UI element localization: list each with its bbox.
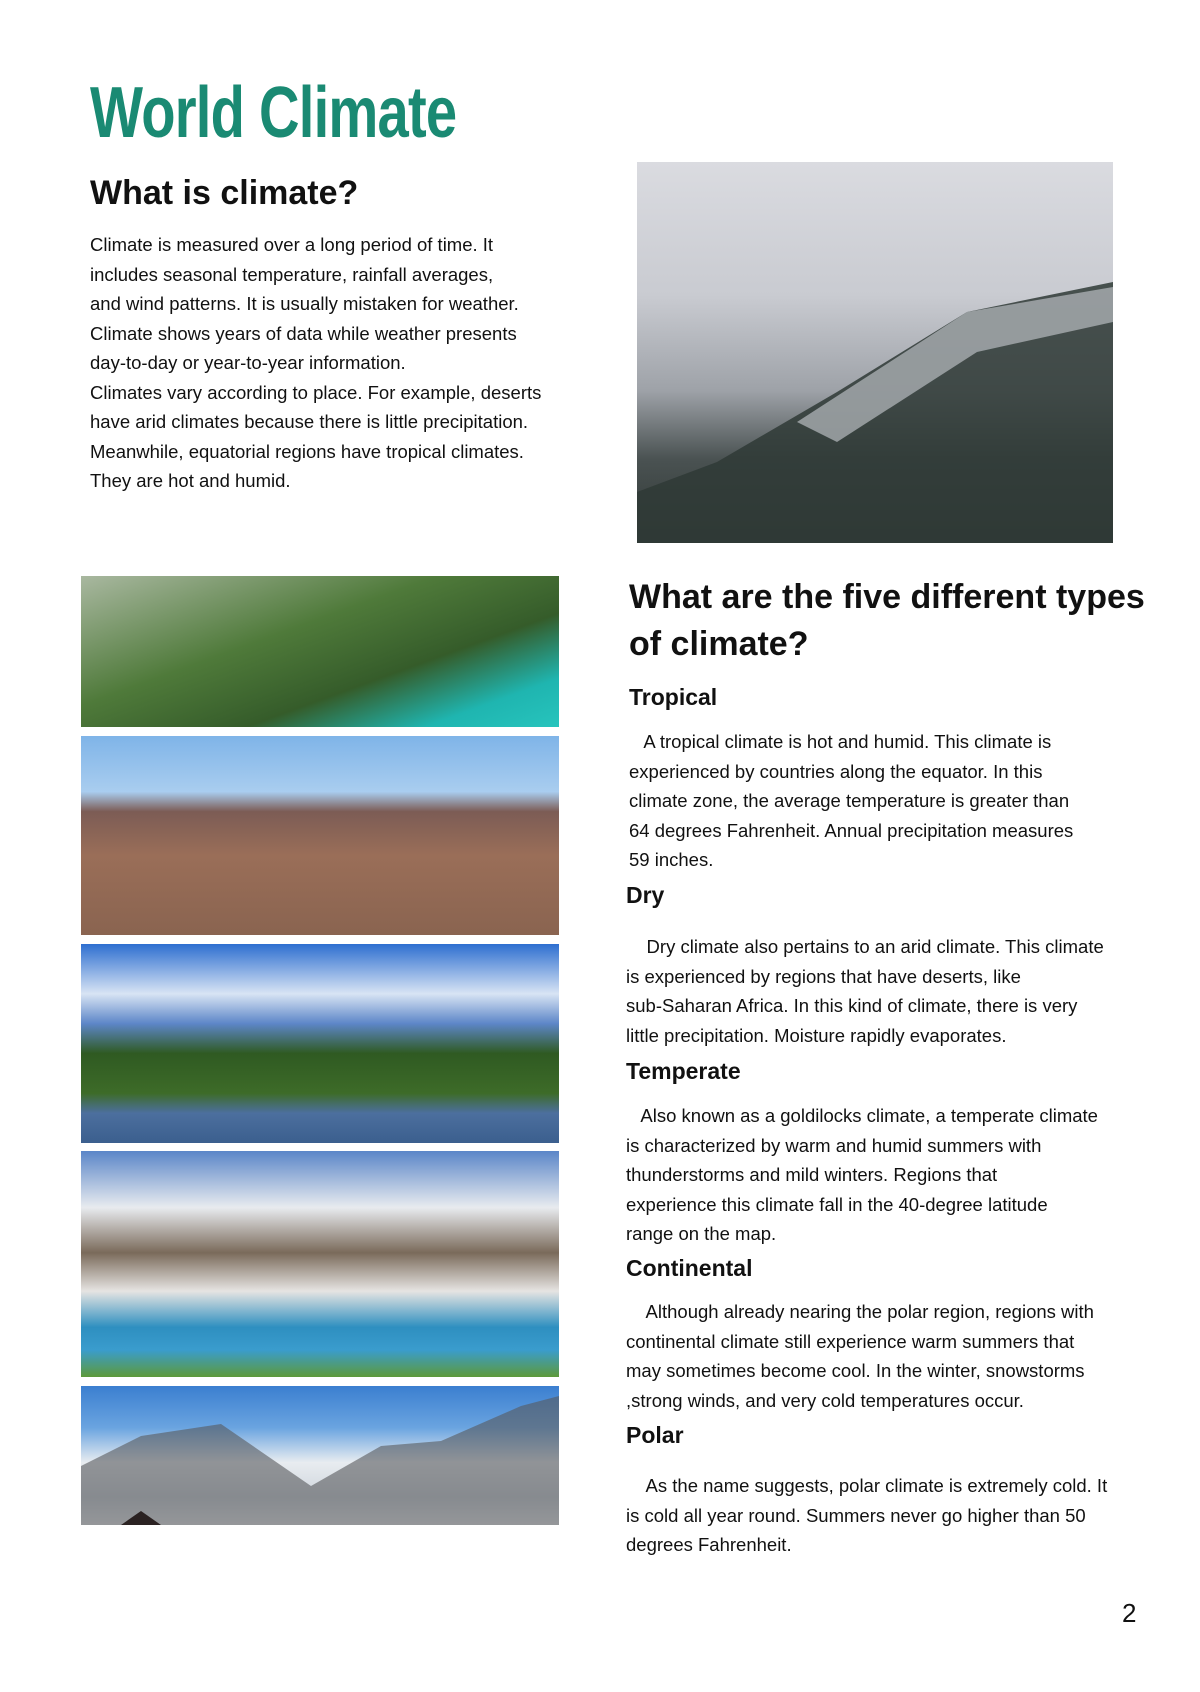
paragraph-line: experienced by countries along the equator. In this [629,760,1043,782]
climate-type-heading-temperate: Temperate [626,1058,741,1084]
climate-type-paragraph-temperate [626,1101,1098,1249]
polar-snowy-mountains-image [81,1386,559,1525]
types-heading [629,574,1145,668]
continental-mountain-lake-image [81,1151,559,1377]
paragraph-line: climate zone, the average temperature is greater than [629,790,1070,811]
temperate-lake-image [81,944,559,1143]
paragraph-line: Also known as a goldilocks climate, a temperate climate [626,1105,1098,1126]
paragraph-line: Dry climate also pertains to an arid climate. This climate [626,936,1104,957]
paragraph-line: Although already nearing the polar region, regions with [626,1301,1094,1322]
intro-line: They are hot and humid. [90,470,291,491]
paragraph-line: As the name suggests, polar climate is extremely cold. It [626,1475,1108,1496]
intro-line: and wind patterns. It is usually mistaken for weather. [90,293,519,314]
climate-type-paragraph-tropical [629,727,1073,875]
climate-type-paragraph-polar [626,1471,1107,1560]
intro-line: Climates vary according to place. For example, deserts [90,381,542,403]
paragraph-line: degrees Fahrenheit. [626,1534,792,1555]
paragraph-line: 64 degrees Fahrenheit. Annual precipitation measures [629,819,1074,841]
climate-type-paragraph-dry [626,932,1104,1050]
paragraph-line: 59 inches. [629,849,714,870]
intro-line: day-to-day or year-to-year information. [90,352,406,373]
intro-paragraph [90,230,541,496]
tropical-coast-image [81,576,559,727]
intro-heading: What is climate? [90,174,359,212]
paragraph-line: little precipitation. Moisture rapidly evaporates. [626,1024,1007,1046]
foggy-forest-mountain-image [637,162,1113,543]
types-heading-line: of climate? [629,625,809,663]
intro-line: includes seasonal temperature, rainfall averages, [90,263,494,285]
climate-type-heading-dry: Dry [626,882,665,908]
intro-line: Climate shows years of data while weather presents [90,322,517,344]
climate-type-heading-tropical: Tropical [629,684,718,710]
intro-line: Meanwhile, equatorial regions have tropical climates. [90,440,524,462]
paragraph-line: continental climate still experience warm summers that [626,1330,1075,1352]
paragraph-line: is experienced by regions that have deserts, like [626,965,1021,987]
paragraph-line: ,strong winds, and very cold temperatures occur. [626,1389,1024,1411]
page-number: 2 [1122,1598,1137,1628]
desert-valley-image [81,736,559,935]
paragraph-line: is characterized by warm and humid summers with [626,1134,1042,1156]
paragraph-line: experience this climate fall in the 40-degree latitude [626,1193,1048,1215]
types-heading-line: What are the five different types [629,578,1145,616]
climate-type-heading-continental: Continental [626,1255,753,1281]
paragraph-line: range on the map. [626,1223,777,1244]
paragraph-line: is cold all year round. Summers never go higher than 50 [626,1504,1086,1526]
climate-type-paragraph-continental [626,1297,1094,1415]
intro-line: Climate is measured over a long period of time. It [90,234,494,255]
climate-type-heading-polar: Polar [626,1422,684,1448]
paragraph-line: sub-Saharan Africa. In this kind of climate, there is very [626,995,1078,1016]
paragraph-line: may sometimes become cool. In the winter, snowstorms [626,1360,1085,1381]
paragraph-line: thunderstorms and mild winters. Regions that [626,1164,998,1185]
paragraph-line: A tropical climate is hot and humid. This climate is [629,731,1052,752]
intro-line: have arid climates because there is little precipitation. [90,411,529,432]
page-title: World Climate [90,73,457,153]
